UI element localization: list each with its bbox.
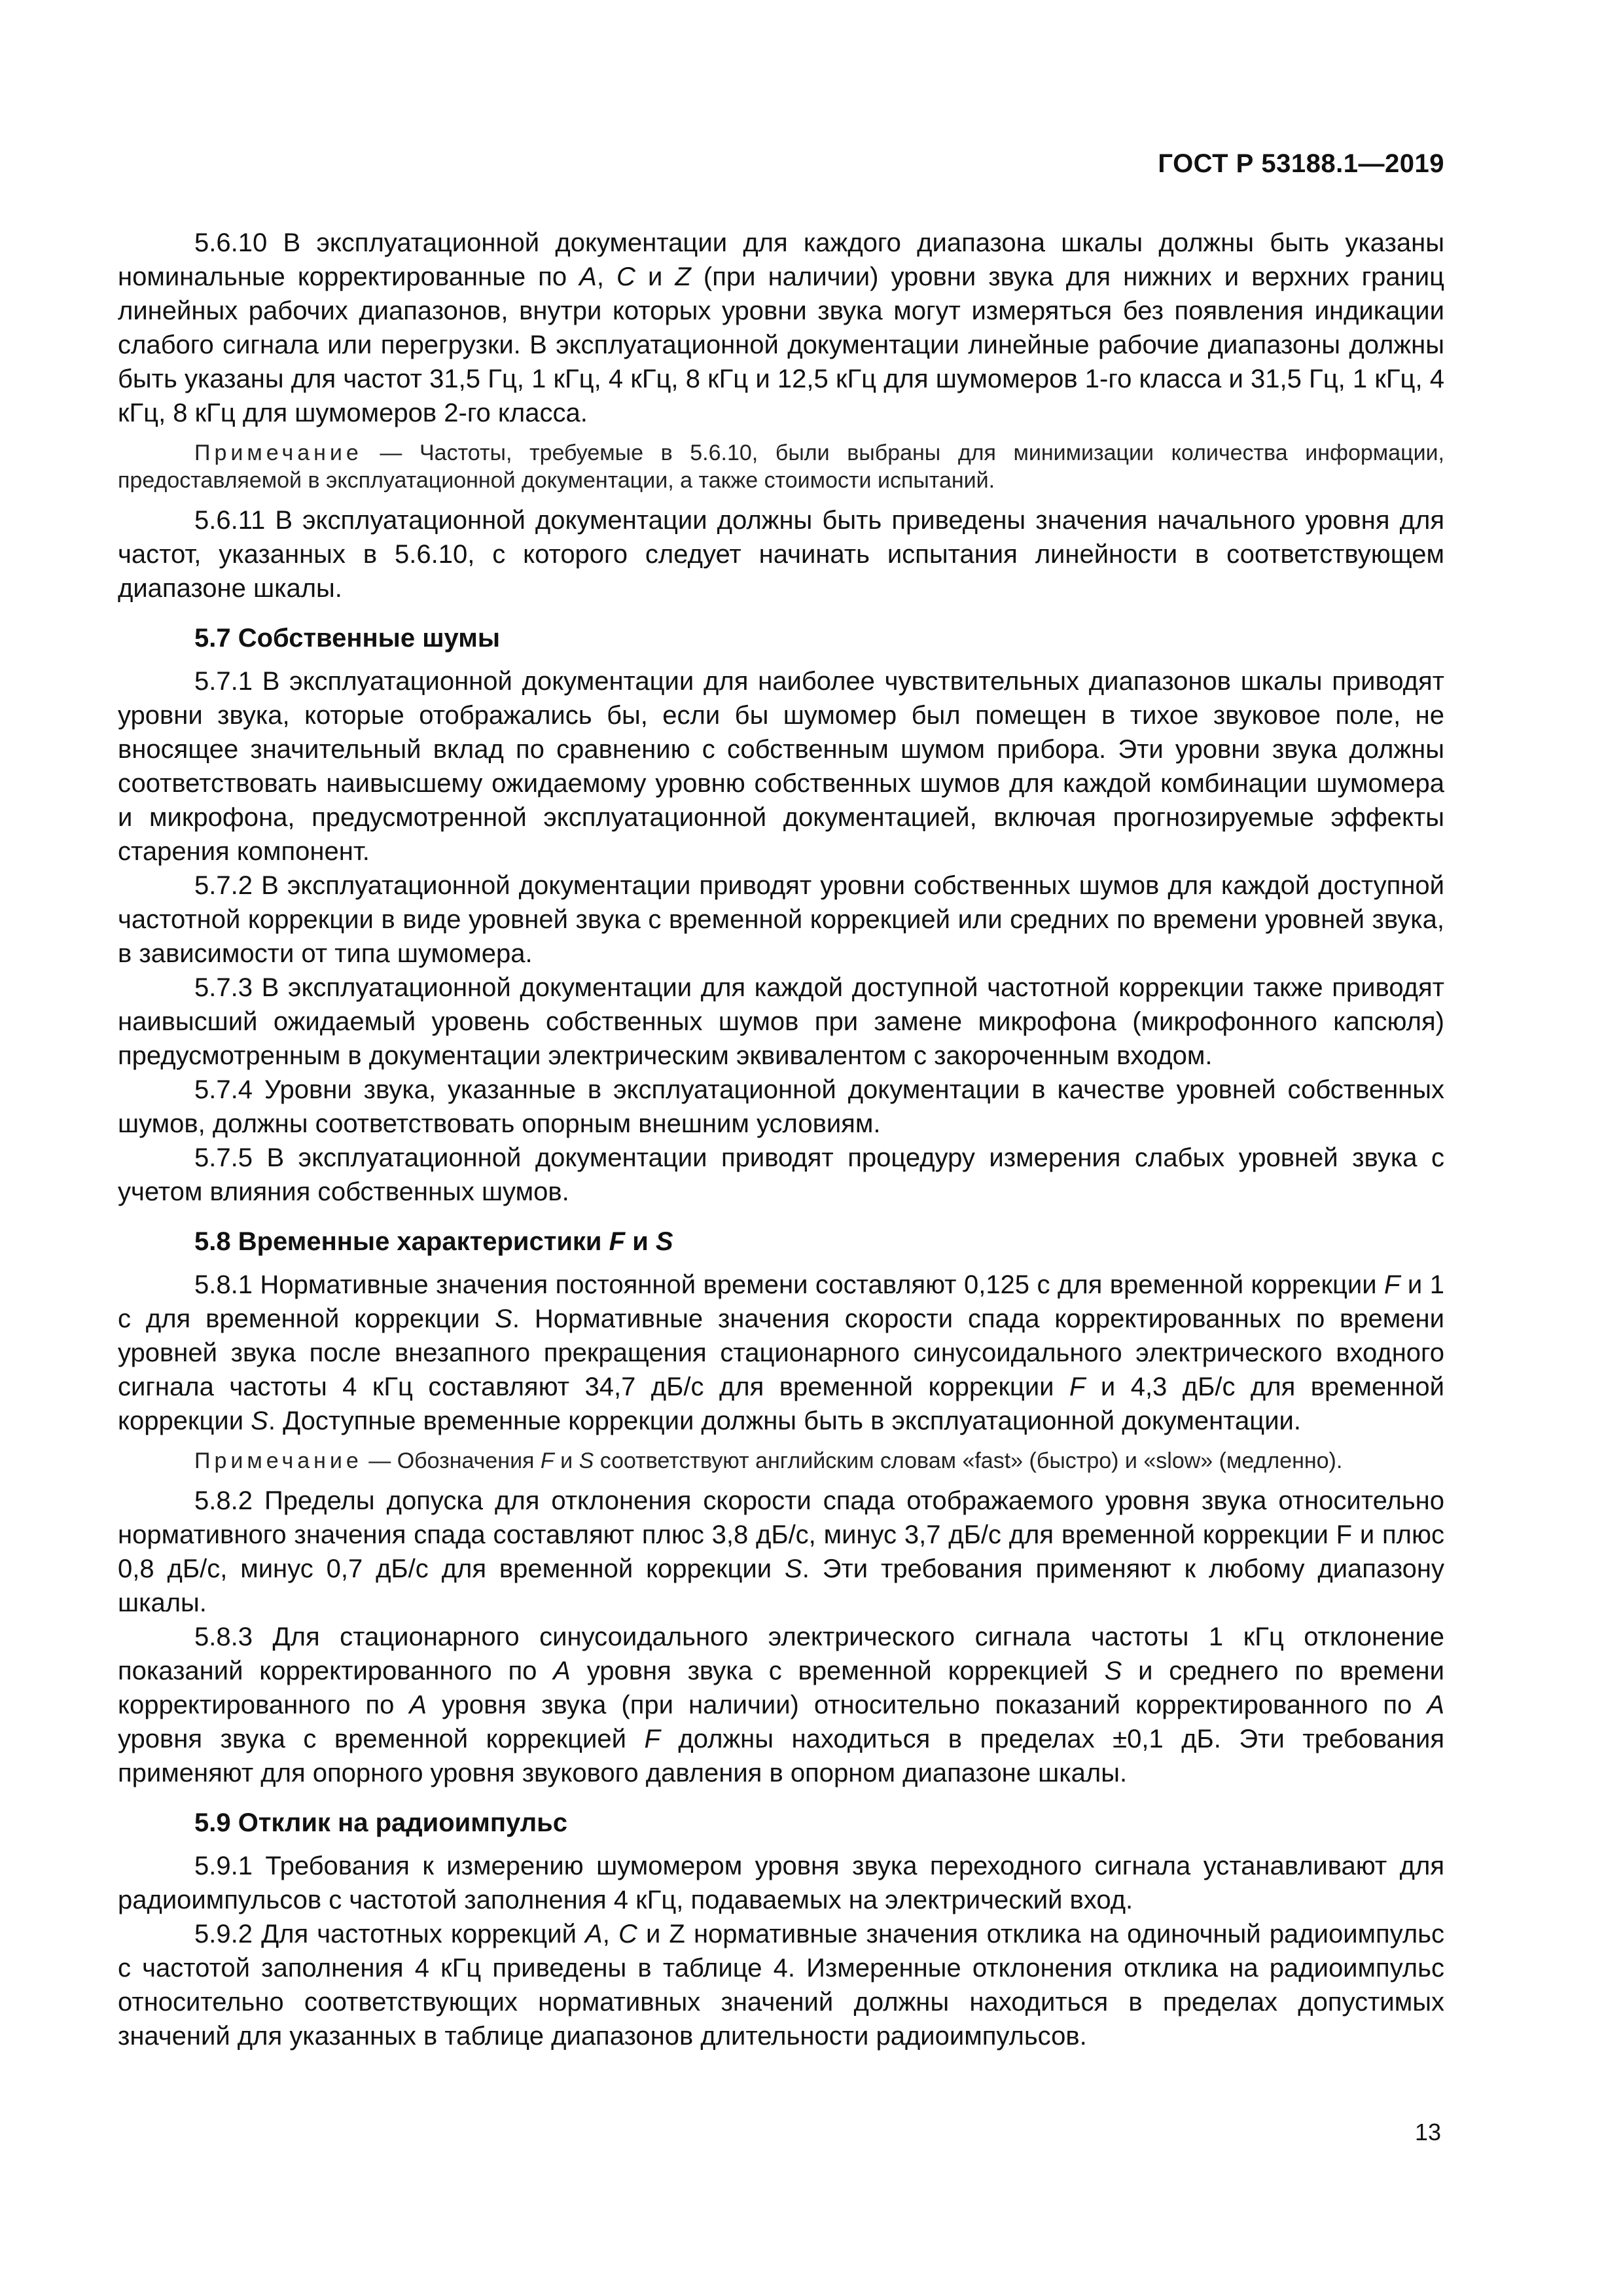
section-heading-5-7: 5.7 Собственные шумы — [194, 624, 501, 653]
page-content — [118, 226, 1444, 2053]
note-5-6-10: Примечание — Частоты, требуемые в 5.6.10, были выбраны для минимизации количества информации, предоставляемой в эксплуатационной документации, а также стоимости испытаний. — [118, 440, 1444, 493]
page-number: 13 — [1414, 2119, 1441, 2145]
section-heading-5-8: 5.8 Временные характеристики F и S — [194, 1227, 673, 1256]
document-code-header: ГОСТ Р 53188.1—2019 — [1158, 149, 1444, 178]
note-label: Примечание — [194, 440, 363, 465]
paragraph-5-7-2: 5.7.2 В эксплуатационной документации приводят уровни собственных шумов для каждой доступной частотной коррекции в виде уровней звука с временной коррекцией или средних по времени уровней звука, в зависимости от типа шумомера. — [118, 871, 1444, 968]
paragraph-5-6-11: 5.6.11 В эксплуатационной документации должны быть приведены значения начального уровня для частот, указанных в 5.6.10, с которого следует начинать испытания линейности в соответствующем диапазоне шкалы. — [118, 506, 1444, 603]
paragraph-5-8-1: 5.8.1 Нормативные значения постоянной времени составляют 0,125 с для временной коррекции F и 1 с для временной коррекции S. Нормативные значения скорости спада корректированных по времени уровней звука после внезапного прекращения стационарного синусоидального электрического входного сигнала частоты 4 кГц составляют 34,7 дБ/с для временной коррекции F и 4,3 дБ/с для временной коррекции S. Доступные временные коррекции должны быть в эксплуатационной документации. — [118, 1270, 1444, 1435]
paragraph-5-9-2: 5.9.2 Для частотных коррекций A, C и Z нормативные значения отклика на одиночный радиоимпульс с частотой заполнения 4 кГц приведены в таблице 4. Измеренные отклонения отклика на радиоимпульс относительно соответствующих нормативных значений должны находиться в пределах допустимых значений для указанных в таблице диапазонов длительности радиоимпульсов. — [118, 1920, 1444, 2051]
paragraph-5-6-10: 5.6.10 В эксплуатационной документации для каждого диапазона шкалы должны быть указаны номинальные корректированные по A, C и Z (при наличии) уровни звука для нижних и верхних границ линейных рабочих диапазонов, внутри которых уровни звука могут измеряться без появления индикации слабого сигнала или перегрузки. В эксплуатационной документации линейные рабочие диапазоны должны быть указаны для частот 31,5 Гц, 1 кГц, 4 кГц, 8 кГц и 12,5 кГц для шумомеров 1-го класса и 31,5 Гц, 1 кГц, 4 кГц, 8 кГц для шумомеров 2-го класса. — [118, 228, 1444, 427]
paragraph-5-7-3: 5.7.3 В эксплуатационной документации для каждой доступной частотной коррекции также приводят наивысший ожидаемый уровень собственных шумов при замене микрофона (микрофонного капсюля) предусмотренным в документации электрическим эквивалентом с закороченным входом. — [118, 973, 1444, 1070]
paragraph-5-9-1: 5.9.1 Требования к измерению шумомером уровня звука переходного сигнала устанавливают для радиоимпульсов с частотой заполнения 4 кГц, подаваемых на электрический вход. — [118, 1852, 1444, 1914]
paragraph-5-8-3: 5.8.3 Для стационарного синусоидального электрического сигнала частоты 1 кГц отклонение показаний корректированного по A уровня звука с временной коррекцией S и среднего по времени корректированного по A уровня звука (при наличии) относительно показаний корректированного по A уровня звука с временной коррекцией F должны находиться в пределах ±0,1 дБ. Эти требования применяют для опорного уровня звукового давления в опорном диапазоне шкалы. — [118, 1623, 1445, 1787]
paragraph-5-7-4: 5.7.4 Уровни звука, указанные в эксплуатационной документации в качестве уровней собственных шумов, должны соответствовать опорным внешним условиям. — [118, 1075, 1444, 1138]
note-label: Примечание — [194, 1448, 363, 1473]
paragraph-5-7-5: 5.7.5 В эксплуатационной документации приводят процедуру измерения слабых уровней звука с учетом влияния собственных шумов. — [118, 1143, 1444, 1206]
note-5-8-1: Примечание — Обозначения F и S соответствуют английским словам «fast» (быстро) и «slow» (медленно). — [194, 1448, 1343, 1473]
paragraph-5-7-1: 5.7.1 В эксплуатационной документации для наиболее чувствительных диапазонов шкалы приводят уровни звука, которые отображались бы, если бы шумомер был помещен в тихое звуковое поле, не вносящее значительный вклад по сравнению с собственным шумом прибора. Эти уровни звука должны соответствовать наивысшему ожидаемому уровню собственных шумов для каждой комбинации шумомера и микрофона, предусмотренной эксплуатационной документацией, включая прогнозируемые эффекты старения компонент. — [118, 667, 1444, 866]
section-heading-5-9: 5.9 Отклик на радиоимпульс — [194, 1808, 567, 1837]
paragraph-5-8-2: 5.8.2 Пределы допуска для отклонения скорости спада отображаемого уровня звука относительно нормативного значения спада составляют плюс 3,8 дБ/с, минус 3,7 дБ/с для временной коррекции F и плюс 0,8 дБ/с, минус 0,7 дБ/с для временной коррекции S. Эти требования применяют к любому диапазону шкалы. — [118, 1486, 1444, 1617]
